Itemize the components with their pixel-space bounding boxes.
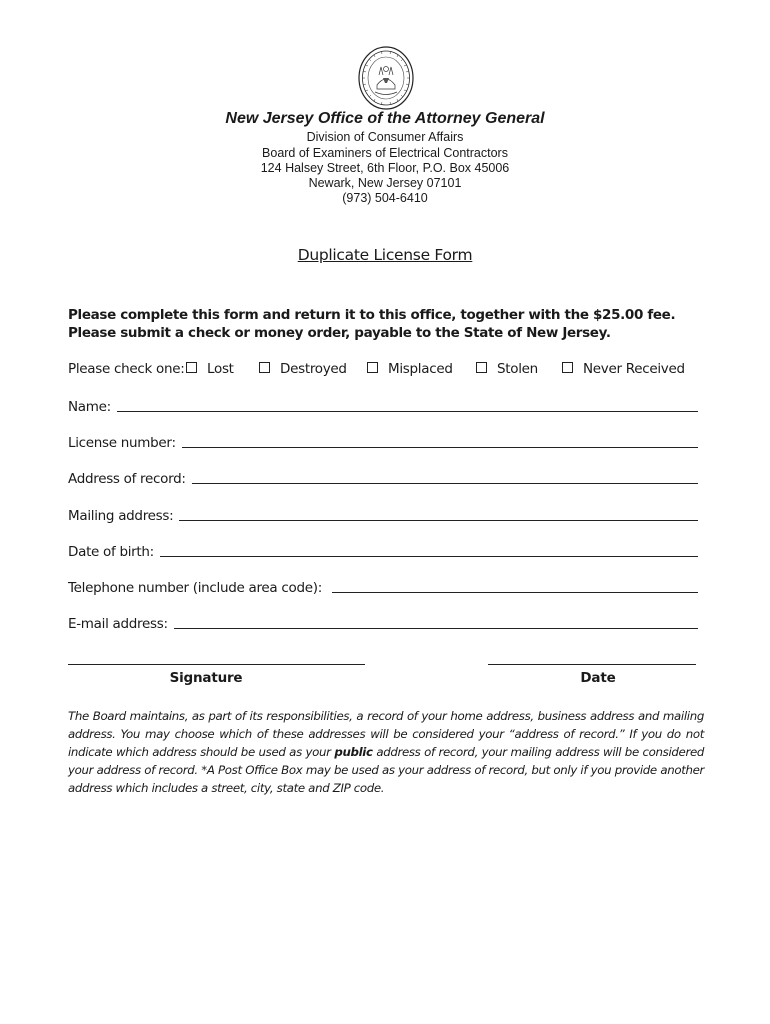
signature-label: Signature — [169, 670, 243, 686]
board-name: Board of Examiners of Electrical Contractors — [262, 146, 508, 160]
checkbox-destroyed[interactable] — [259, 361, 347, 377]
checkbox-icon[interactable] — [186, 362, 197, 373]
checkbox-lost[interactable] — [186, 361, 234, 377]
check-prompt: Please check one: — [68, 361, 185, 377]
mailing-address-label: Mailing address: — [68, 508, 174, 524]
address-of-record-field — [68, 470, 698, 487]
email-input-line[interactable] — [174, 615, 698, 629]
checkbox-icon[interactable] — [259, 362, 270, 373]
telephone-field — [68, 579, 698, 596]
agency-name: New Jersey Office of the Attorney General — [225, 110, 545, 127]
date-of-birth-field — [68, 543, 698, 560]
address-of-record-note — [68, 707, 704, 797]
license-number-input-line[interactable] — [182, 434, 698, 448]
checkbox-label-stolen: Stolen — [497, 361, 538, 377]
checkbox-icon[interactable] — [476, 362, 487, 373]
date-line[interactable] — [488, 664, 696, 665]
checkbox-label-misplaced: Misplaced — [388, 361, 453, 377]
checkbox-label-lost: Lost — [207, 361, 234, 377]
name-label: Name: — [68, 399, 111, 415]
email-label: E-mail address: — [68, 616, 168, 632]
street-address: 124 Halsey Street, 6th Floor, P.O. Box 45006 — [260, 161, 510, 175]
telephone-label: Telephone number (include area code): — [68, 580, 322, 596]
date-label: Date — [580, 670, 616, 686]
division-name: Division of Consumer Affairs — [306, 130, 464, 144]
nj-state-seal-icon — [357, 45, 415, 111]
checkbox-icon[interactable] — [367, 362, 378, 373]
mailing-address-input-line[interactable] — [179, 507, 698, 521]
telephone-input-line[interactable] — [332, 579, 698, 593]
date-of-birth-input-line[interactable] — [160, 543, 698, 557]
license-number-field — [68, 434, 698, 451]
checkbox-icon[interactable] — [562, 362, 573, 373]
checkbox-label-destroyed: Destroyed — [280, 361, 347, 377]
form-title: Duplicate License Form — [297, 246, 473, 264]
city-address: Newark, New Jersey 07101 — [308, 176, 462, 190]
checkbox-stolen[interactable] — [476, 361, 538, 377]
date-of-birth-label: Date of birth: — [68, 544, 154, 560]
checkbox-never-received[interactable] — [562, 361, 685, 377]
address-of-record-label: Address of record: — [68, 471, 186, 487]
note-text-part1: The Board maintains, as part of its responsibilities, a record of your home address, business address and mailing address. You may choose which of these addresses will be considered your “address of record.” If you do not indicate which address should be used as your — [68, 709, 704, 759]
name-field — [68, 398, 698, 415]
office-phone: (973) 504-6410 — [342, 191, 428, 205]
license-number-label: License number: — [68, 435, 176, 451]
name-input-line[interactable] — [117, 398, 698, 412]
note-text-part2: address of record, your mailing address will be considered your address of record. *A Post Office Box may be used as your address of record, but only if you provide another address which includes a street, city, state and ZIP code. — [68, 745, 704, 795]
address-of-record-input-line[interactable] — [192, 470, 698, 484]
email-field — [68, 615, 698, 632]
mailing-address-field — [68, 507, 698, 524]
checkbox-misplaced[interactable] — [367, 361, 453, 377]
signature-line[interactable] — [68, 664, 365, 665]
form-instructions: Please complete this form and return it to this office, together with the $25.00 fee. Please submit a check or money order, payable to the State of New Jersey. — [68, 307, 676, 341]
note-bold-word: public — [334, 745, 373, 759]
checkbox-label-never-received: Never Received — [583, 361, 685, 377]
